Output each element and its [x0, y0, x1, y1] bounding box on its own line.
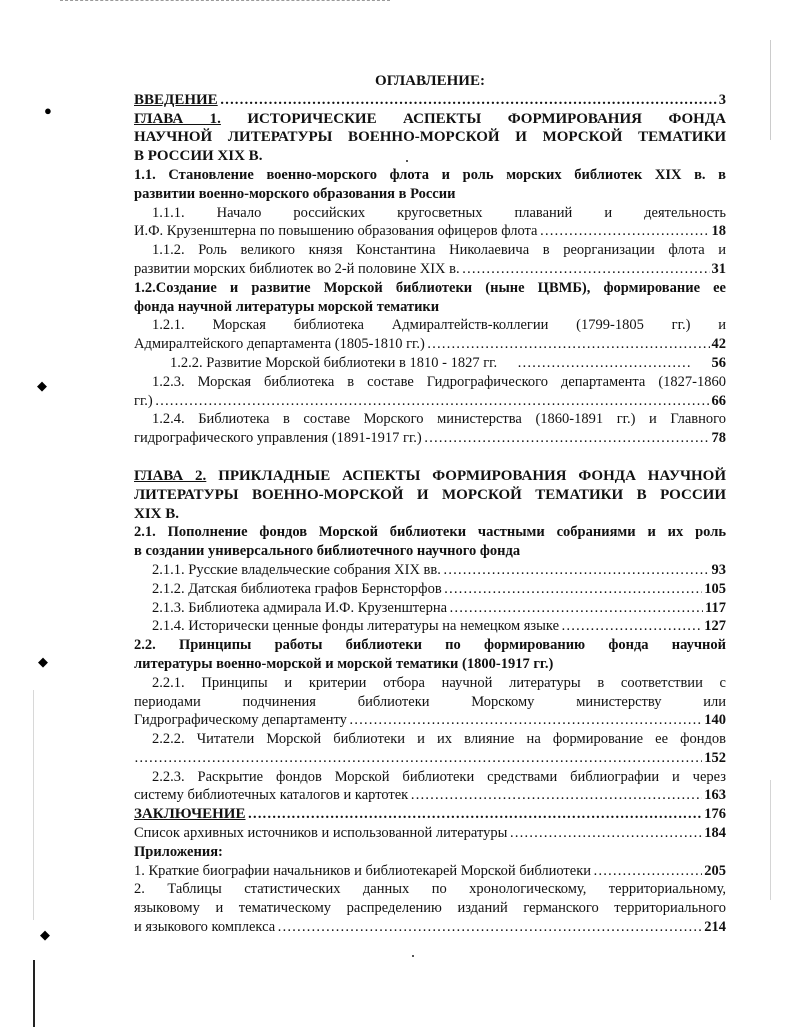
chapter-prefix: ГЛАВА 1.	[134, 110, 221, 127]
scan-edge-left	[33, 960, 35, 1027]
scan-edge-right	[770, 40, 771, 140]
dot-leader	[410, 786, 702, 805]
toc-label: развитии морских библиотек во 2-й половине XIX в.	[134, 260, 460, 277]
toc-line	[134, 260, 726, 279]
toc-page-number: 117	[705, 599, 726, 616]
punch-hole-mark: ●	[44, 103, 52, 118]
toc-subsection-2-2-3	[134, 768, 726, 806]
toc-subsection-2-1-1	[134, 561, 726, 580]
scan-edge-left-faint	[33, 690, 34, 920]
toc-label: 2.1.4. Исторически ценные фонды литературы на немецком языке	[152, 618, 560, 635]
toc-page-number: 205	[704, 862, 726, 879]
toc-subsection-1-1-2	[134, 241, 726, 279]
toc-page-number: 31	[711, 260, 726, 277]
toc-line: 2.2.1. Принципы и критерии отбора научной литературы в соответствии с	[152, 674, 726, 691]
dot-leader	[509, 824, 702, 843]
dot-leader	[424, 429, 710, 448]
toc-section-2-1	[134, 523, 726, 561]
toc-line: в создании универсального библиотечного научного фонда	[134, 543, 521, 560]
scan-edge-top	[60, 0, 390, 1]
toc-page-number: 93	[711, 561, 726, 578]
dot-leader	[593, 862, 702, 881]
toc-line: 1.2.3. Морская библиотека в составе Гидрографического департамента (1827-1860	[152, 373, 726, 390]
toc-page-number: 105	[704, 580, 726, 597]
toc-label: 2.1.3. Библиотека адмирала И.Ф. Крузенштерна	[152, 599, 448, 616]
toc-subsection-2-2-2	[134, 730, 726, 768]
toc-subsection-1-2-4	[134, 410, 726, 448]
toc-label: ЗАКЛЮЧЕНИЕ	[134, 806, 246, 823]
dot-leader	[277, 918, 702, 937]
toc-line: 2.2. Принципы работы библиотеки по формированию фонда научной	[134, 637, 726, 654]
toc-page-number: 163	[704, 787, 726, 804]
toc-page-number: 3	[718, 91, 726, 108]
toc-page-number: 184	[704, 825, 726, 842]
toc-page-number: 127	[704, 618, 726, 635]
toc-line	[134, 429, 726, 448]
toc-line: В РОССИИ XIX В.	[134, 148, 263, 165]
toc-chapter-2	[134, 467, 726, 523]
toc-chapter-1	[134, 110, 726, 166]
toc-appendix-heading: Приложения:	[134, 843, 223, 860]
punch-hole-mark: ◆	[38, 654, 48, 669]
toc-label: И.Ф. Крузенштерна по повышению образования офицеров флота	[134, 223, 538, 240]
toc-line: фонда научной литературы морской тематики	[134, 298, 440, 315]
dot-leader	[220, 91, 717, 110]
toc-line: 1.1. Становление военно-морского флота и роль морских библиотек XIX в. в	[134, 166, 726, 183]
toc-line: 2.2.2. Читатели Морской библиотеки и их влияние на формирование ее фондов	[152, 731, 726, 748]
toc-entry-intro	[134, 91, 726, 110]
toc-line	[134, 749, 726, 768]
toc-label: систему библиотечных каталогов и картотек	[134, 787, 409, 804]
toc-label: Гидрографическому департаменту	[134, 712, 347, 729]
toc-line: развитии военно-морского образования в России	[134, 185, 456, 202]
toc-line: литературы военно-морской и морской тематики (1800-1917 гг.)	[134, 655, 554, 672]
dot-leader	[427, 335, 710, 354]
toc-line	[134, 222, 726, 241]
toc-label: 1.2.2. Развитие Морской библиотеки в 1810 - 1827 гг.	[170, 354, 498, 371]
toc-page-number: 78	[711, 430, 726, 447]
toc-line: 1.1.1. Начало российских кругосветных плаваний и деятельность	[152, 204, 726, 221]
toc-label: Список архивных источников и использованной литературы	[134, 825, 508, 842]
toc-line	[134, 392, 726, 411]
dot-leader	[540, 222, 710, 241]
dot-leader	[134, 749, 702, 768]
toc-line: НАУЧНОЙ ЛИТЕРАТУРЫ ВОЕННО-МОРСКОЙ И МОРСКОЙ ТЕМАТИКИ	[134, 129, 726, 146]
toc-line: ЛИТЕРАТУРЫ ВОЕННО-МОРСКОЙ И МОРСКОЙ ТЕМАТИКИ В РОССИИ	[134, 486, 726, 503]
punch-hole-mark: ◆	[37, 378, 47, 393]
toc-line	[134, 786, 726, 805]
dot-leader	[349, 711, 702, 730]
toc-label: гг.)	[134, 392, 153, 409]
chapter-prefix: ГЛАВА 2.	[134, 467, 207, 484]
toc-section-2-2	[134, 636, 726, 674]
toc-line	[134, 711, 726, 730]
punch-hole-mark: ◆	[40, 927, 50, 942]
toc-subsection-2-1-3	[134, 599, 726, 618]
toc-line: языковому и тематическому распределению изданий германского территориального	[134, 900, 726, 917]
toc-subsection-2-1-4	[134, 617, 726, 636]
toc-line: 2.2.3. Раскрытие фондов Морской библиотеки средствами библиографии и через	[152, 768, 726, 785]
toc-page-number: 152	[704, 749, 726, 766]
page-title: ОГЛАВЛЕНИЕ:	[375, 73, 485, 89]
toc-line	[134, 918, 726, 937]
toc-line: 1.2.1. Морская библиотека Адмиралтейств-коллегии (1799-1805 гг.) и	[152, 317, 726, 334]
toc-line: 1.2.Создание и развитие Морской библиотеки (ныне ЦВМБ), формирование ее	[134, 279, 726, 296]
toc-label: 1. Краткие биографии начальников и библиотекарей Морской библиотеки	[134, 862, 592, 879]
table-of-contents	[134, 72, 726, 937]
toc-entry-sources	[134, 824, 726, 843]
toc-subsection-1-1-1	[134, 204, 726, 242]
toc-label: гидрографического управления (1891-1917 гг.)	[134, 430, 422, 447]
dot-leader	[462, 260, 710, 279]
toc-line	[134, 335, 726, 354]
toc-line: 2.1. Пополнение фондов Морской библиотеки частными собраниями и их роль	[134, 524, 726, 541]
dot-leader	[449, 599, 703, 618]
toc-label: Адмиралтейского департамента (1805-1810 гг.)	[134, 336, 425, 353]
toc-label: и языкового комплекса	[134, 919, 276, 936]
scan-edge-right-lower	[770, 780, 771, 900]
toc-page-number: 140	[704, 712, 726, 729]
dot-leader	[443, 561, 710, 580]
dot-leader	[561, 617, 702, 636]
toc-page-number: 42	[711, 336, 726, 353]
dot-leader	[155, 392, 710, 411]
toc-page-number: 66	[711, 392, 726, 409]
toc-label: ВВЕДЕНИЕ	[134, 91, 218, 108]
toc-subsection-2-1-2	[134, 580, 726, 599]
toc-label: 2.1.2. Датская библиотека графов Бернсторфов	[152, 580, 442, 597]
toc-subsection-1-2-1	[134, 316, 726, 354]
toc-section-1-1	[134, 166, 726, 204]
toc-subsection-2-2-1	[134, 674, 726, 730]
toc-page-number: 176	[704, 806, 726, 823]
toc-section-1-2	[134, 279, 726, 317]
toc-entry-conclusion	[134, 805, 726, 824]
toc-line	[134, 467, 726, 486]
toc-appendix-2	[134, 880, 726, 936]
dot-leader	[444, 580, 703, 599]
spacer	[134, 448, 726, 467]
toc-line: периодами подчинения библиотеки Морскому министерству или	[134, 693, 726, 710]
toc-appendix-1	[134, 862, 726, 881]
chapter-title-part: ИСТОРИЧЕСКИЕ АСПЕКТЫ ФОРМИРОВАНИЯ ФОНДА	[247, 110, 726, 127]
dot-leader	[499, 354, 691, 373]
dot-leader	[247, 805, 702, 824]
toc-page-number: 214	[704, 919, 726, 936]
toc-label: 2.1.1. Русские владельческие собрания XIX вв.	[152, 561, 441, 578]
toc-page-number: 18	[711, 223, 726, 240]
toc-line	[134, 110, 726, 129]
toc-line: 1.1.2. Роль великого князя Константина Николаевича в реорганизации флота и	[152, 242, 726, 259]
chapter-title-part: ПРИКЛАДНЫЕ АСПЕКТЫ ФОРМИРОВАНИЯ ФОНДА НАУЧНОЙ	[218, 467, 726, 484]
toc-subsection-1-2-2	[134, 354, 726, 373]
toc-line: 1.2.4. Библиотека в составе Морского министерства (1860-1891 гг.) и Главного	[152, 411, 726, 428]
toc-line: 2. Таблицы статистических данных по хронологическому, территориальному,	[134, 881, 726, 898]
toc-line: XIX В.	[134, 505, 180, 522]
toc-page-number: 56	[711, 354, 726, 371]
scan-speck	[412, 955, 414, 957]
toc-subsection-1-2-3	[134, 373, 726, 411]
